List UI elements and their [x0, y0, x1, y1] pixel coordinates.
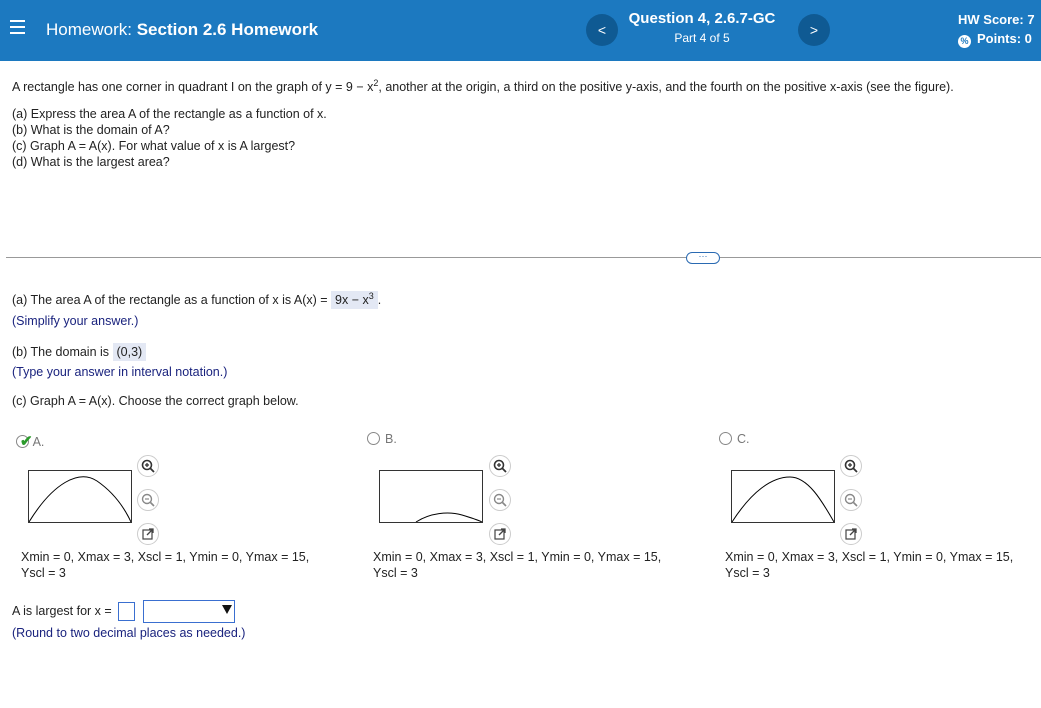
question-b: (b) What is the domain of A? [12, 123, 170, 137]
option-a-label: A. [32, 435, 45, 449]
question-part: Part 4 of 5 [674, 31, 730, 45]
option-a-graph [28, 470, 132, 523]
option-b-window [373, 549, 661, 581]
answer-b-line [12, 345, 146, 359]
option-a-popout-icon[interactable] [137, 523, 159, 545]
points-display [958, 31, 1032, 48]
section-divider [6, 257, 1041, 258]
option-a-window-line2: Yscl = 3 [21, 566, 66, 580]
option-c-window [725, 549, 1013, 581]
header-bar [0, 0, 1041, 61]
answer-a-suffix: . [377, 293, 382, 308]
question-c: (c) Graph A = A(x). For what value of x is A largest? [12, 139, 296, 153]
expand-more-button[interactable]: ··· [686, 252, 720, 264]
menu-icon[interactable] [10, 20, 25, 34]
prev-question-button[interactable]: < [586, 14, 618, 46]
problem-intro-text: A rectangle has one corner in quadrant I on the graph of y = 9 − x [12, 80, 374, 95]
check-icon: ✔ [20, 433, 33, 450]
option-c-zoom-in-icon[interactable] [840, 455, 862, 477]
problem-intro-text-end: , another at the origin, a third on the positive y-axis, and the fourth on the positive x-axis (see the figure). [378, 80, 954, 95]
option-a-window [21, 549, 309, 581]
dropdown-arrow-icon [222, 605, 232, 614]
answer-b-hint: (Type your answer in interval notation.) [12, 365, 228, 379]
answer-a-prefix: (a) The area A of the rectangle as a function of x is A(x) = [12, 293, 332, 308]
question-title: Question 4, 2.6.7-GC [628, 10, 776, 27]
option-b-window-line1: Xmin = 0, Xmax = 3, Xscl = 1, Ymin = 0, Ymax = 15, [373, 550, 662, 564]
answer-a-hint: (Simplify your answer.) [12, 314, 139, 328]
largest-x-input[interactable] [118, 602, 135, 621]
largest-x-dropdown[interactable] [143, 600, 235, 623]
answer-c-prompt: (c) Graph A = A(x). Choose the correct graph below. [12, 394, 299, 408]
option-c-window-line2: Yscl = 3 [725, 566, 770, 580]
option-b-zoom-out-icon[interactable] [489, 489, 511, 511]
answer-a-value-exponent: 3 [368, 291, 374, 301]
option-b-window-line2: Yscl = 3 [373, 566, 418, 580]
option-a[interactable] [16, 432, 44, 450]
question-a: (a) Express the area A of the rectangle as a function of x. [12, 107, 327, 121]
option-c-label: C. [737, 432, 750, 446]
option-c-popout-icon[interactable] [840, 523, 862, 545]
answer-a-value-base: 9x − x [335, 293, 369, 308]
homework-title [46, 20, 318, 40]
option-b-zoom-in-icon[interactable] [489, 455, 511, 477]
option-a-window-line1: Xmin = 0, Xmax = 3, Xscl = 1, Ymin = 0, Ymax = 15, [21, 550, 310, 564]
option-b[interactable] [367, 432, 397, 446]
largest-hint: (Round to two decimal places as needed.) [12, 626, 246, 640]
option-b-radio[interactable] [367, 432, 380, 445]
answer-b-prefix: (b) The domain is [12, 345, 113, 359]
option-c-radio[interactable] [719, 432, 732, 445]
largest-prompt: A is largest for x = [12, 604, 112, 618]
homework-prefix: Homework: [46, 20, 132, 39]
problem-intro [12, 78, 954, 94]
answer-a-value[interactable] [331, 291, 378, 309]
option-c[interactable] [719, 432, 750, 446]
option-b-graph [379, 470, 483, 523]
hw-score: HW Score: 7 [958, 12, 1035, 27]
option-a-zoom-out-icon[interactable] [137, 489, 159, 511]
homework-name: Section 2.6 Homework [136, 20, 319, 39]
next-question-button[interactable]: > [798, 14, 830, 46]
answer-a-line [12, 291, 381, 307]
question-d: (d) What is the largest area? [12, 155, 170, 169]
option-a-zoom-in-icon[interactable] [137, 455, 159, 477]
option-c-zoom-out-icon[interactable] [840, 489, 862, 511]
points-icon: % [958, 35, 971, 48]
answer-b-value[interactable]: (0,3) [113, 343, 147, 361]
option-c-graph [731, 470, 835, 523]
option-c-window-line1: Xmin = 0, Xmax = 3, Xscl = 1, Ymin = 0, Ymax = 15, [725, 550, 1014, 564]
option-b-popout-icon[interactable] [489, 523, 511, 545]
points-text: Points: 0 [977, 31, 1032, 46]
option-b-label: B. [385, 432, 397, 446]
problem-intro-exponent: 2 [373, 78, 379, 88]
